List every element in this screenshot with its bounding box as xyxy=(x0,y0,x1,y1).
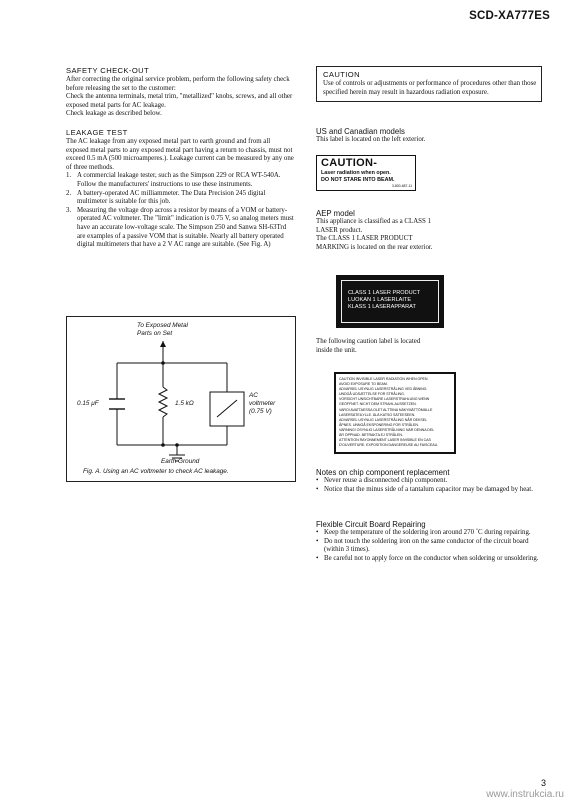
leakage-circuit-diagram xyxy=(67,317,295,481)
fig-meter-label-3: (0.75 V) xyxy=(249,408,272,415)
watermark: www.instrukcia.ru xyxy=(486,789,564,800)
us-label-code: 3-800-687-11 xyxy=(391,184,412,188)
flex-list xyxy=(316,529,546,563)
inside-line-2: inside the unit. xyxy=(316,346,357,354)
aep-line-3: The CLASS 1 LASER PRODUCT xyxy=(316,235,413,243)
page-number: 3 xyxy=(540,778,546,788)
inside-caution-label xyxy=(334,372,456,454)
leakage-intro: The AC leakage from any exposed metal part to earth ground and from all exposed metal parts to any exposed metal part having a return to chassis, must not exceed 0.5 mA (500 microamperes.). Leakage current can be measured by any one of three methods. xyxy=(66,137,294,171)
model-number: SCD-XA777ES xyxy=(469,10,550,22)
fig-top-label-1: To Exposed Metal xyxy=(137,322,188,329)
fig-meter-label-2: voltmeter xyxy=(249,400,276,407)
list-item: • Never reuse a disconnected chip component. xyxy=(316,477,448,484)
inside-section xyxy=(316,338,544,355)
us-label-line-2: DO NOT STARE INTO BEAM. xyxy=(321,177,395,183)
aep-label-line-3: KLASS 1 LASERAPPARAT xyxy=(348,304,416,310)
aep-line-4: MARKING is located on the rear exterior. xyxy=(316,243,433,251)
fig-capacitor-label: 0.15 μF xyxy=(77,400,99,407)
aep-label-line-1: CLASS 1 LASER PRODUCT xyxy=(348,290,421,296)
fig-caption: Fig. A. Using an AC voltmeter to check AC leakage. xyxy=(83,468,229,475)
chip-heading: Notes on chip component replacement xyxy=(316,468,450,477)
list-item: • Keep the temperature of the soldering iron around 270 ˚C during repairing. xyxy=(316,529,531,536)
list-item: • Do not touch the soldering iron on the same conductor of the circuit board (within 3 times). xyxy=(316,537,529,554)
list-item: • Be careful not to apply force on the conductor when soldering or unsoldering. xyxy=(316,554,539,562)
step-item: 3. Measuring the voltage drop across a resistor by means of a VOM or battery-operated AC voltmeter. The "limit" indication is 0.75 V, so analog meters must have an accurate low-voltage scale. The Simpson 250 and Sanwa SH-63Trd are examples of a passive VOM that is suitable. Nearly all battery operated digital multimeters that have a 2 V AC range are suitable. (See Fig. A) xyxy=(66,206,294,249)
aep-line-1: This appliance is classified as a CLASS 1 xyxy=(316,218,432,225)
leakage-steps xyxy=(66,172,294,249)
aep-label-line-2: LUOKAN 1 LASERLAITE xyxy=(348,297,412,303)
chip-list xyxy=(316,477,546,494)
leakage-heading: LEAKAGE TEST xyxy=(66,127,128,137)
aep-section xyxy=(316,209,544,252)
inside-line-1: The following caution label is located xyxy=(316,338,421,345)
figure-a xyxy=(66,316,296,482)
us-label-title: CAUTION- xyxy=(321,157,378,169)
aep-class1-label xyxy=(336,275,444,328)
fig-meter-label-1: AC xyxy=(249,392,258,399)
step-item: 1. A commercial leakage tester, such as the Simpson 229 or RCA WT-540A. Follow the manufacturers' instructions to use these instruments. xyxy=(66,172,281,188)
caution-title: CAUTION xyxy=(323,70,360,79)
us-label-line-1: Laser radiation when open. xyxy=(321,170,391,176)
safety-heading: SAFETY CHECK-OUT xyxy=(66,66,150,75)
caution-box xyxy=(316,66,542,102)
aep-heading: AEP model xyxy=(316,209,355,218)
us-section xyxy=(316,127,544,145)
left-column xyxy=(66,66,294,250)
flex-heading: Flexible Circuit Board Repairing xyxy=(316,520,426,529)
us-caution-label xyxy=(316,155,416,191)
flex-section xyxy=(316,520,546,563)
fig-resistor-label: 1.5 kΩ xyxy=(175,400,194,407)
safety-check: Check leakage as described below. xyxy=(66,110,162,118)
caution-text: Use of controls or adjustments or performance of procedures other than those specified herein may result in hazardous radiation exposure. xyxy=(323,80,537,96)
safety-body: Check the antenna terminals, metal trim, "metallized" knobs, screws, and all other exposed metal parts for AC leakage. xyxy=(66,93,293,109)
fig-top-label-2: Parts on Set xyxy=(137,330,173,337)
fig-ground-label: Earth Ground xyxy=(161,458,200,465)
us-text: This label is located on the left exterior. xyxy=(316,136,426,143)
step-item: 2. A battery-operated AC milliammeter. The Data Precision 245 digital multimeter is suitable for this job. xyxy=(66,189,266,206)
safety-intro: After correcting the original service problem, perform the following safety check before releasing the set to the customer: xyxy=(66,76,290,92)
chip-section xyxy=(316,468,546,494)
inside-label-text: CAUTION INVISIBLE LASER RADIATION WHEN OPEN. AVOID EXPOSURE TO BEAM. ADVARSEL USYNLIG LASERSTRÅLING VED ÅBNING. UNDGÅ UDSÆTTELSE FOR STRÅLING. VORSICHT UNSICHTBARE LASERSTRAHLUNG WENN GEÖFFNET. NICHT DEM STRAHL AUSSETZEN. VARO! AVATTAESSA OLET ALTTIINA NÄKYMÄTTÖMÄLLE LASERSÄTEILYLLE. ÄLÄ KATSO SÄTEESEEN. ADVARSEL USYNLIG LASERSTRÅLING NÅR DEKSEL ÅPNES. UNNGÅ EKSPONERING FOR STRÅLEN. VARNING! OSYNLIG LASERSTRÅLNING NÄR DENNA DEL ÄR ÖPPNAD. BETRAKTA EJ STRÅLEN. ATTENTION RAYONNEMENT LASER INVISIBLE EN CAS D'OUVERTURE. EXPOSITION DANGEREUSE AU FAISCEAU. xyxy=(339,377,439,448)
list-item: • Notice that the minus side of a tantalum capacitor may be damaged by heat. xyxy=(316,485,533,493)
us-heading: US and Canadian models xyxy=(316,127,405,136)
aep-line-2: LASER product. xyxy=(316,226,363,234)
